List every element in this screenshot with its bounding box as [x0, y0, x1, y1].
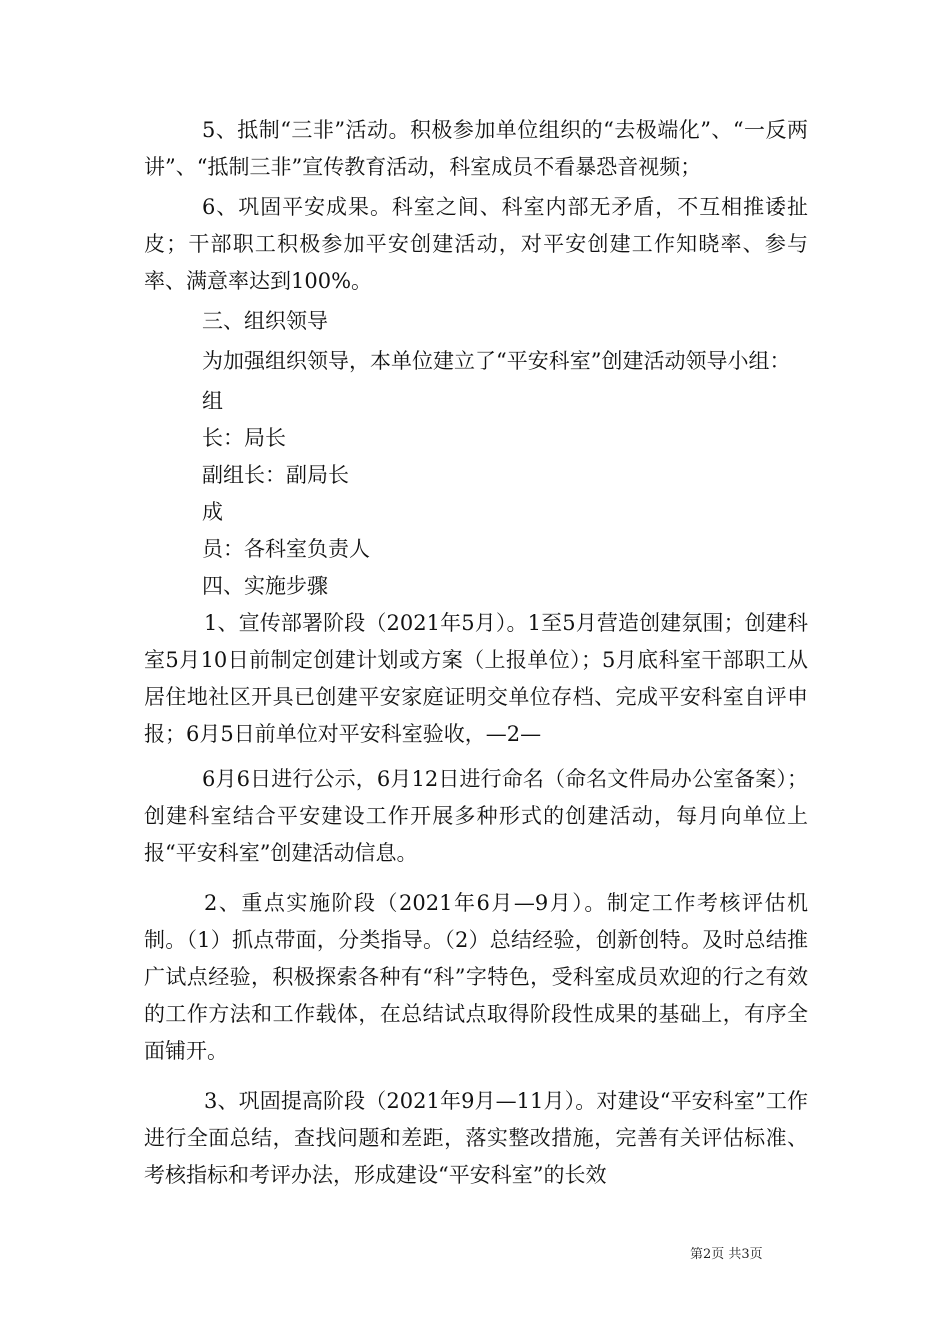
paragraph-step-3: 3、巩固提高阶段（2021年9月—11月）。对建设“平安科室”工作进行全面总结，查找问题和差距，落实整改措施，完善有关评估标准、考核指标和考评办法，形成建设“平安科室”的长效	[144, 1089, 808, 1187]
paragraph-item-6: 6、巩固平安成果。科室之间、科室内部无矛盾，不互相推诿扯皮；干部职工积极参加平安创建活动，对平安创建工作知晓率、参与率、满意率达到100%。	[144, 195, 808, 293]
page-number-footer: 第2页 共3页	[690, 1247, 763, 1262]
leader-label-part-1: 组	[202, 389, 223, 413]
section-heading-organization: 三、组织领导	[202, 309, 328, 333]
paragraph-step-1: 1、宣传部署阶段（2021年5月）。1至5月营造创建氛围；创建科室5月10日前制定创建计划或方案（上报单位）；5月底科室干部职工从居住地社区开具已创建平安家庭证明交单位存档、完成平安科室自评申报；6月5日前单位对平安科室验收，—2—	[144, 611, 808, 746]
paragraph-step-1-continued: 6月6日进行公示，6月12日进行命名（命名文件局办公室备案）；创建科室结合平安建设工作开展多种形式的创建活动，每月向单位上报“平安科室”创建活动信息。	[144, 767, 808, 865]
members-label-part-1: 成	[202, 500, 223, 524]
deputy-leader-line: 副组长：副局长	[202, 463, 349, 487]
paragraph-step-2: 2、重点实施阶段（2021年6月—9月）。制定工作考核评估机制。（1）抓点带面，分类指导。（2）总结经验，创新创特。及时总结推广试点经验，积极探索各种有“科”字特色，受科室成员欢迎的行之有效的工作方法和工作载体，在总结试点取得阶段性成果的基础上，有序全面铺开。	[144, 891, 808, 1063]
document-body	[144, 112, 808, 1194]
paragraph-leadership-group: 为加强组织领导，本单位建立了“平安科室”创建活动领导小组：	[202, 349, 791, 373]
section-heading-implementation: 四、实施步骤	[202, 574, 328, 598]
members-label-part-2: 员：各科室负责人	[202, 537, 370, 561]
paragraph-item-5: 5、抵制“三非”活动。积极参加单位组织的“去极端化”、“一反两讲”、“抵制三非”宣传教育活动，科室成员不看暴恐音视频；	[144, 118, 808, 179]
leader-label-part-2: 长：局长	[202, 426, 286, 450]
